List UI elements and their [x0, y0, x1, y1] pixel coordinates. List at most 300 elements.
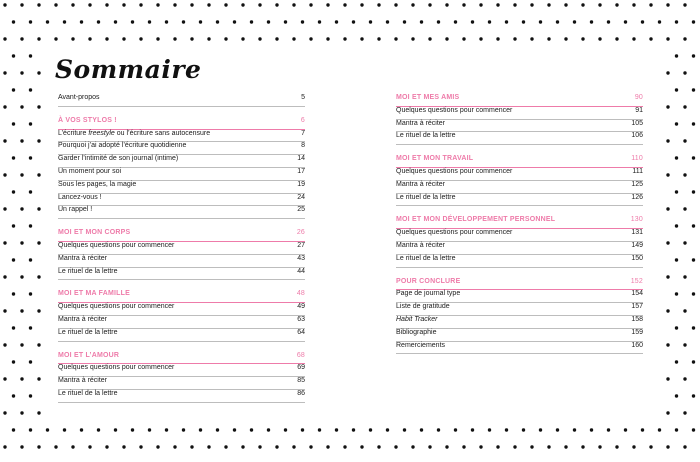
- polka-dot: [445, 445, 448, 448]
- polka-dot: [564, 445, 567, 448]
- polka-dot: [530, 3, 533, 6]
- toc-entry: [58, 142, 305, 155]
- polka-dot: [12, 394, 15, 397]
- polka-dot: [445, 3, 448, 6]
- polka-dot: [675, 190, 678, 193]
- polka-dot: [165, 20, 168, 23]
- polka-dot: [190, 37, 193, 40]
- toc-section: [58, 117, 305, 219]
- polka-dot: [309, 3, 312, 6]
- polka-dot: [675, 122, 678, 125]
- polka-dot: [12, 20, 15, 23]
- page-number: 14: [297, 155, 305, 163]
- polka-dot: [20, 343, 23, 346]
- polka-dot: [377, 3, 380, 6]
- page-number: 24: [297, 193, 305, 201]
- polka-dot: [581, 445, 584, 448]
- toc-entry: [396, 303, 643, 316]
- polka-dot: [156, 37, 159, 40]
- toc-section-heading: [396, 155, 643, 168]
- polka-dot: [12, 54, 15, 57]
- page-number: 63: [297, 315, 305, 323]
- polka-dot: [420, 20, 423, 23]
- polka-dot: [173, 445, 176, 448]
- page-number: 126: [631, 193, 643, 201]
- section-title: POUR CONCLURE: [396, 277, 461, 285]
- polka-dot: [97, 428, 100, 431]
- polka-dot: [71, 37, 74, 40]
- toc-column-left: [58, 94, 305, 413]
- polka-dot: [182, 428, 185, 431]
- polka-dot: [683, 71, 686, 74]
- polka-dot: [148, 428, 151, 431]
- page-number: 64: [297, 328, 305, 336]
- entry-label: Mantra à réciter: [58, 377, 108, 385]
- polka-dot: [675, 326, 678, 329]
- polka-dot: [37, 343, 40, 346]
- polka-dot: [343, 37, 346, 40]
- polka-dot: [615, 445, 618, 448]
- entry-label: Quelques questions pour commencer: [396, 167, 513, 175]
- toc-entry: [396, 194, 643, 207]
- polka-dot: [590, 428, 593, 431]
- entry-label-italic: Habit Tracker: [396, 315, 438, 323]
- polka-dot: [598, 445, 601, 448]
- polka-dot: [666, 139, 669, 142]
- polka-dot: [37, 377, 40, 380]
- polka-dot: [275, 3, 278, 6]
- page-number: 25: [297, 206, 305, 214]
- polka-dot: [63, 20, 66, 23]
- toc-entry: [58, 206, 305, 219]
- polka-dot: [29, 156, 32, 159]
- toc-section: [58, 290, 305, 341]
- polka-dot: [37, 309, 40, 312]
- polka-dot: [292, 445, 295, 448]
- polka-dot: [20, 173, 23, 176]
- entry-label: Mantra à réciter: [58, 315, 108, 323]
- polka-dot: [207, 3, 210, 6]
- polka-dot: [20, 445, 23, 448]
- polka-dot: [301, 20, 304, 23]
- polka-dot: [37, 3, 40, 6]
- polka-dot: [556, 20, 559, 23]
- polka-dot: [148, 20, 151, 23]
- section-title: MOI ET MON DÉVELOPPEMENT PERSONNEL: [396, 216, 556, 224]
- toc-entry: [58, 303, 305, 316]
- polka-dot: [241, 445, 244, 448]
- entry-label: [58, 130, 210, 137]
- polka-dot: [428, 445, 431, 448]
- toc-section: [396, 94, 643, 145]
- polka-dot: [37, 37, 40, 40]
- polka-dot: [37, 105, 40, 108]
- polka-dot: [224, 37, 227, 40]
- polka-dot: [632, 3, 635, 6]
- polka-dot: [666, 105, 669, 108]
- entry-label: Bibliographie: [396, 328, 437, 336]
- polka-dot: [3, 3, 6, 6]
- polka-dot: [3, 241, 6, 244]
- polka-dot: [139, 445, 142, 448]
- polka-dot: [335, 20, 338, 23]
- polka-dot: [241, 37, 244, 40]
- page-number: 26: [296, 229, 305, 237]
- polka-dot: [309, 37, 312, 40]
- polka-dot: [3, 445, 6, 448]
- polka-dot: [105, 445, 108, 448]
- page-number: 19: [297, 180, 305, 188]
- polka-dot: [326, 445, 329, 448]
- polka-dot: [437, 20, 440, 23]
- polka-dot: [3, 71, 6, 74]
- polka-dot: [649, 3, 652, 6]
- entry-label: Remerciements: [396, 341, 446, 349]
- toc-section-heading: [58, 290, 305, 303]
- polka-dot: [479, 445, 482, 448]
- polka-dot: [3, 37, 6, 40]
- polka-dot: [496, 37, 499, 40]
- polka-dot: [683, 343, 686, 346]
- toc-entry: [58, 255, 305, 268]
- polka-dot: [12, 156, 15, 159]
- polka-dot: [216, 20, 219, 23]
- page-number: 157: [631, 303, 643, 311]
- polka-dot: [666, 37, 669, 40]
- page-number: 158: [631, 315, 643, 323]
- toc-section: [396, 278, 643, 355]
- polka-dot: [233, 428, 236, 431]
- polka-dot: [20, 3, 23, 6]
- polka-dot: [80, 20, 83, 23]
- page-number: 69: [297, 364, 305, 372]
- polka-dot: [666, 207, 669, 210]
- polka-dot: [488, 428, 491, 431]
- polka-dot: [675, 224, 678, 227]
- polka-dot: [224, 445, 227, 448]
- polka-dot: [258, 445, 261, 448]
- entry-label: Le rituel de la lettre: [58, 267, 118, 275]
- polka-dot: [360, 37, 363, 40]
- polka-dot: [437, 428, 440, 431]
- page-number: 160: [631, 341, 643, 349]
- toc-entry: [396, 255, 643, 268]
- polka-dot: [3, 309, 6, 312]
- polka-dot: [71, 445, 74, 448]
- page-number: 110: [631, 155, 643, 163]
- polka-dot: [88, 37, 91, 40]
- polka-dot: [683, 275, 686, 278]
- polka-dot: [54, 3, 57, 6]
- polka-dot: [666, 343, 669, 346]
- polka-dot: [573, 20, 576, 23]
- toc-entry: [396, 120, 643, 133]
- polka-dot: [318, 20, 321, 23]
- page-number: 90: [634, 94, 643, 101]
- polka-dot: [488, 20, 491, 23]
- polka-dot: [199, 20, 202, 23]
- polka-dot: [37, 445, 40, 448]
- polka-dot: [692, 190, 695, 193]
- polka-dot: [12, 88, 15, 91]
- section-title: MOI ET MON TRAVAIL: [396, 155, 474, 163]
- polka-dot: [88, 3, 91, 6]
- entry-label-italic: freestyle: [88, 129, 115, 137]
- polka-dot: [37, 139, 40, 142]
- polka-dot: [692, 394, 695, 397]
- polka-dot: [114, 20, 117, 23]
- polka-dot: [29, 54, 32, 57]
- polka-dot: [641, 428, 644, 431]
- polka-dot: [292, 37, 295, 40]
- polka-dot: [675, 156, 678, 159]
- polka-dot: [454, 428, 457, 431]
- polka-dot: [105, 3, 108, 6]
- toc-entry: [58, 242, 305, 255]
- page-number: 43: [297, 254, 305, 262]
- polka-dot: [12, 292, 15, 295]
- polka-dot: [29, 428, 32, 431]
- polka-dot: [267, 428, 270, 431]
- polka-dot: [12, 360, 15, 363]
- polka-dot: [649, 37, 652, 40]
- polka-dot: [675, 20, 678, 23]
- page-number: 49: [297, 303, 305, 311]
- polka-dot: [207, 445, 210, 448]
- page-number: 111: [632, 167, 643, 175]
- polka-dot: [335, 428, 338, 431]
- page-number: 68: [296, 351, 305, 359]
- polka-dot: [632, 445, 635, 448]
- polka-dot: [692, 88, 695, 91]
- polka-dot: [360, 3, 363, 6]
- section-title: MOI ET MES AMIS: [396, 94, 460, 101]
- polka-dot: [3, 411, 6, 414]
- polka-dot: [54, 37, 57, 40]
- polka-dot: [632, 37, 635, 40]
- polka-dot: [624, 428, 627, 431]
- polka-dot: [547, 37, 550, 40]
- page-number: 7: [301, 129, 305, 137]
- page-number: 91: [635, 106, 643, 114]
- polka-dot: [624, 20, 627, 23]
- toc-entry: [58, 268, 305, 281]
- toc-section-heading: [58, 117, 305, 130]
- polka-dot: [54, 445, 57, 448]
- polka-dot: [258, 37, 261, 40]
- polka-dot: [29, 224, 32, 227]
- polka-dot: [241, 3, 244, 6]
- polka-dot: [496, 445, 499, 448]
- polka-dot: [496, 3, 499, 6]
- polka-dot: [3, 343, 6, 346]
- section-title: À VOS STYLOS !: [58, 116, 117, 124]
- polka-dot: [12, 428, 15, 431]
- polka-dot: [411, 37, 414, 40]
- toc-entry: [396, 290, 643, 303]
- toc-entry: [58, 377, 305, 390]
- polka-dot: [122, 37, 125, 40]
- toc-section-heading: [396, 278, 643, 291]
- polka-dot: [386, 20, 389, 23]
- polka-dot: [522, 20, 525, 23]
- polka-dot: [46, 428, 49, 431]
- polka-dot: [454, 20, 457, 23]
- polka-dot: [683, 139, 686, 142]
- polka-dot: [513, 37, 516, 40]
- polka-dot: [394, 445, 397, 448]
- polka-dot: [598, 37, 601, 40]
- polka-dot: [173, 37, 176, 40]
- polka-dot: [462, 37, 465, 40]
- polka-dot: [471, 428, 474, 431]
- polka-dot: [666, 3, 669, 6]
- polka-dot: [29, 190, 32, 193]
- polka-dot: [12, 224, 15, 227]
- polka-dot: [462, 3, 465, 6]
- page-number: 17: [297, 167, 305, 175]
- polka-dot: [420, 428, 423, 431]
- entry-label: Liste de gratitude: [396, 303, 450, 311]
- page-number: 152: [630, 277, 643, 285]
- polka-dot: [386, 428, 389, 431]
- polka-dot: [666, 377, 669, 380]
- toc-entry: [396, 181, 643, 194]
- polka-dot: [122, 3, 125, 6]
- polka-dot: [607, 20, 610, 23]
- polka-dot: [12, 190, 15, 193]
- entry-label: Sous les pages, la magie: [58, 180, 137, 188]
- page-number: 86: [297, 389, 305, 397]
- polka-dot: [3, 173, 6, 176]
- polka-dot: [139, 3, 142, 6]
- polka-dot: [301, 428, 304, 431]
- toc-section-heading: [396, 94, 643, 107]
- polka-dot: [411, 445, 414, 448]
- polka-dot: [88, 445, 91, 448]
- toc-entry: [58, 316, 305, 329]
- polka-dot: [658, 20, 661, 23]
- polka-dot: [224, 3, 227, 6]
- entry-label-text: L’écriture: [58, 129, 89, 137]
- polka-dot: [233, 20, 236, 23]
- polka-dot: [3, 139, 6, 142]
- polka-dot: [675, 292, 678, 295]
- page-number: 159: [631, 328, 643, 336]
- page-number: 131: [631, 229, 643, 237]
- page-number: 44: [297, 267, 305, 275]
- polka-dot: [284, 428, 287, 431]
- polka-dot: [190, 445, 193, 448]
- toc-entry: [58, 130, 305, 143]
- page-number: 5: [301, 94, 305, 101]
- polka-dot: [97, 20, 100, 23]
- polka-dot: [666, 309, 669, 312]
- polka-dot: [530, 445, 533, 448]
- page-number: 130: [630, 216, 643, 224]
- polka-dot: [513, 445, 516, 448]
- polka-dot: [250, 428, 253, 431]
- polka-dot: [156, 3, 159, 6]
- polka-dot: [29, 20, 32, 23]
- polka-dot: [37, 207, 40, 210]
- polka-dot: [3, 377, 6, 380]
- entry-label: Le rituel de la lettre: [396, 132, 456, 140]
- polka-dot: [369, 20, 372, 23]
- entry-label: Quelques questions pour commencer: [58, 303, 175, 311]
- polka-dot: [522, 428, 525, 431]
- entry-label: Mantra à réciter: [396, 119, 446, 127]
- polka-dot: [360, 445, 363, 448]
- polka-dot: [326, 3, 329, 6]
- polka-dot: [12, 258, 15, 261]
- entry-label: Pourquoi j’ai adopté l’écriture quotidienne: [58, 142, 187, 150]
- polka-dot: [207, 37, 210, 40]
- polka-dot: [692, 54, 695, 57]
- polka-dot: [37, 241, 40, 244]
- page-number: 48: [296, 290, 305, 298]
- entry-label: Lancez-vous !: [58, 193, 102, 201]
- polka-dot: [692, 360, 695, 363]
- toc-section: [58, 352, 305, 403]
- polka-dot: [216, 428, 219, 431]
- polka-dot: [666, 445, 669, 448]
- polka-dot: [462, 445, 465, 448]
- polka-dot: [428, 3, 431, 6]
- polka-dot: [539, 428, 542, 431]
- toc-entry: [58, 168, 305, 181]
- polka-dot: [173, 3, 176, 6]
- polka-dot: [275, 445, 278, 448]
- polka-dot: [615, 3, 618, 6]
- polka-dot: [20, 377, 23, 380]
- polka-dot: [692, 156, 695, 159]
- polka-dot: [683, 207, 686, 210]
- polka-dot: [267, 20, 270, 23]
- polka-dot: [428, 37, 431, 40]
- toc-section: [396, 155, 643, 206]
- polka-dot: [29, 326, 32, 329]
- entry-label: [396, 316, 438, 323]
- polka-dot: [683, 309, 686, 312]
- entry-label: Le rituel de la lettre: [396, 254, 456, 262]
- entry-label: Quelques questions pour commencer: [58, 241, 175, 249]
- toc-entry: [58, 155, 305, 168]
- polka-dot: [29, 360, 32, 363]
- page-number: 8: [301, 142, 305, 150]
- toc-entry: [58, 390, 305, 403]
- polka-dot: [37, 411, 40, 414]
- polka-dot: [258, 3, 261, 6]
- polka-dot: [37, 71, 40, 74]
- polka-dot: [326, 37, 329, 40]
- polka-dot: [182, 20, 185, 23]
- section-title: MOI ET MA FAMILLE: [58, 290, 130, 298]
- entry-label: Un rappel !: [58, 206, 93, 214]
- polka-dot: [445, 37, 448, 40]
- polka-dot: [20, 411, 23, 414]
- polka-dot: [479, 37, 482, 40]
- entry-label: Quelques questions pour commencer: [58, 364, 175, 372]
- polka-dot: [309, 445, 312, 448]
- polka-dot: [666, 173, 669, 176]
- polka-dot: [411, 3, 414, 6]
- polka-dot: [275, 37, 278, 40]
- polka-dot: [683, 241, 686, 244]
- polka-dot: [530, 37, 533, 40]
- polka-dot: [318, 428, 321, 431]
- polka-dot: [403, 20, 406, 23]
